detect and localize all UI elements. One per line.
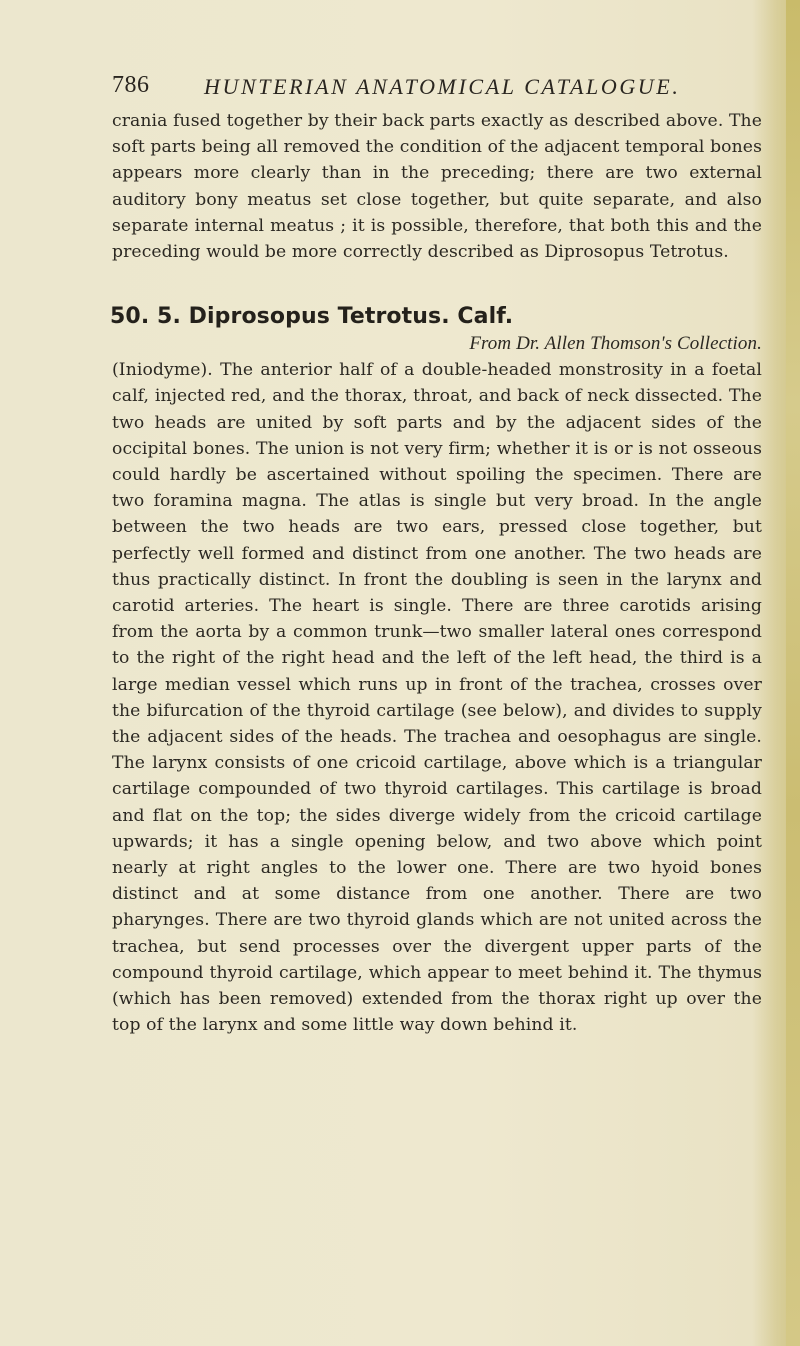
entry-title: Diprosopus Tetrotus. Calf. bbox=[188, 304, 514, 330]
page-number: 786 bbox=[112, 72, 150, 98]
intro-paragraph: crania fused together by their back parts exactly as described above. The soft parts being all removed the condition of the adjacent temporal bones appears more clearly than in the preceding; there are two external auditory bony meatus set close together, but quite separate, and also separate internal meatus ; it is possible, therefore, that both this and the preceding would be more correctly described as Diprosopus Tetrotus. bbox=[112, 111, 762, 263]
entry-description: (Iniodyme). The anterior half of a double-headed monstrosity in a foetal calf, injected red, and the thorax, throat, and back of neck dissected. The two heads are united by soft parts and by the adjacent sides of the occipital bones. The union is not very firm; whether it is or is not osseous could hardly be ascertained without spoiling the specimen. There are two foramina magna. The atlas is single but very broad. In the angle between the two heads are two ears, pressed close together, but perfectly well formed and distinct from one another. The two heads are thus practically distinct. In front the doubling is seen in the larynx and carotid arteries. The heart is single. There are three carotids arising from the aorta by a common trunk—two smaller lateral ones correspond to the right of the right head and the left of the left head, the third is a large median vessel which runs up in front of the trachea, crosses over the bifurcation of the thyroid cartilage (see below), and divides to supply the adjacent sides of the heads. The trachea and oesophagus are single. The larynx consists of one cricoid cartilage, above which is a triangular cartilage compounded of two thyroid cartilages. This cartilage is broad and flat on the top; the sides diverge widely from the cricoid cartilage upwards; it has a single opening below, and two above which point nearly at right angles to the lower one. There are two hyoid bones distinct and at some distance from one another. There are two pharynges. There are two thyroid glands which are not united across the trachea, but send processes over the divergent upper parts of the compound thyroid cartilage, which appear to meet behind it. The thymus (which has been removed) extended from the thorax right up over the top of the larynx and some little way down behind it. bbox=[112, 360, 762, 1036]
entry-source: From Dr. Allen Thomson's Collection. bbox=[469, 333, 762, 355]
body-text bbox=[112, 108, 762, 1039]
page-edge bbox=[786, 0, 800, 1346]
running-title: HUNTERIAN ANATOMICAL CATALOGUE. bbox=[204, 74, 681, 99]
page-header bbox=[112, 72, 742, 106]
entry-heading bbox=[110, 303, 762, 331]
entry-number: 50. 5. bbox=[110, 304, 181, 330]
